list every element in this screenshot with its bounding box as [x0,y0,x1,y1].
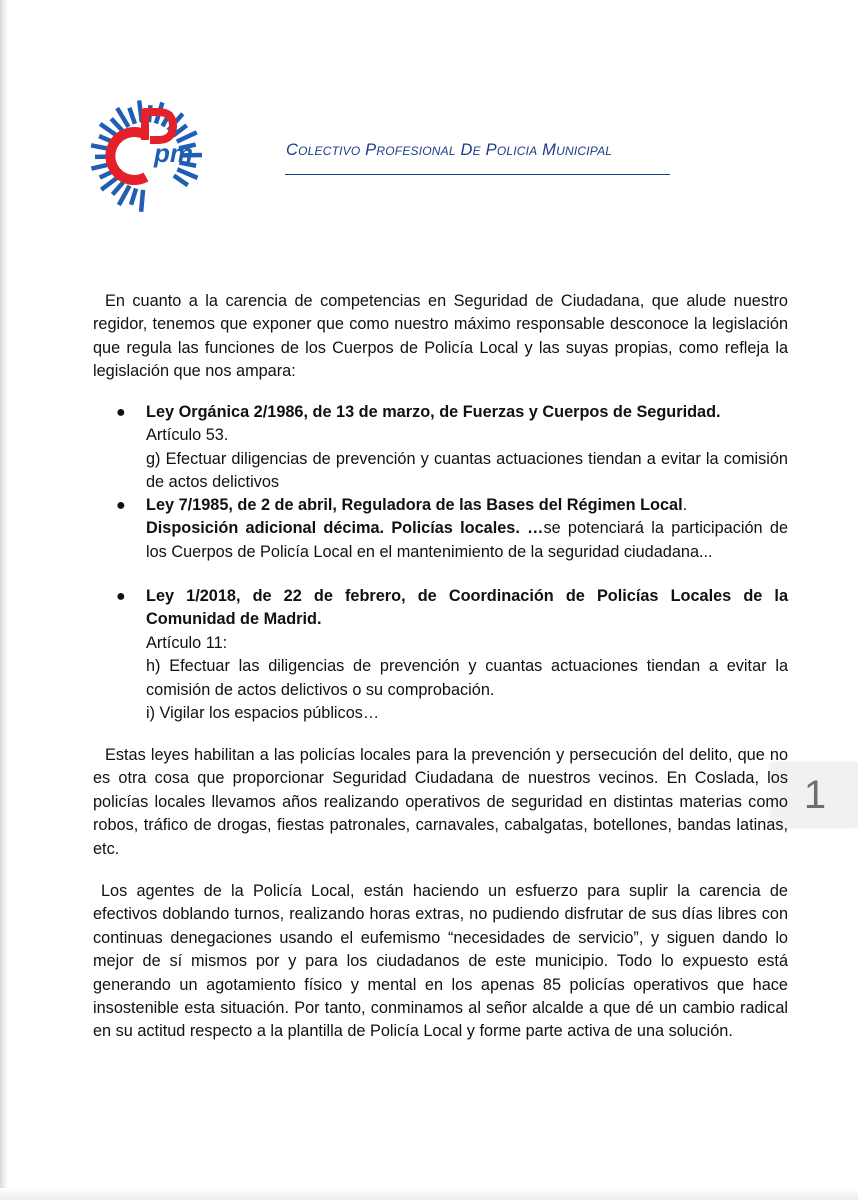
law-title-suffix: . [682,496,688,514]
law-item-1 [146,401,788,495]
logo-ray [111,119,123,131]
law-title: Ley 1/2018, de 22 de febrero, de Coordinación de Policías Locales de la Comunidad de Madrid. [146,587,788,629]
law-article: Artículo 11: [146,633,228,652]
law-item-3 [146,585,788,725]
logo-ray [131,189,136,205]
law-provision [146,517,788,564]
law-text-h: h) Efectuar las diligencias de prevención y cuantas actuaciones tiendan a evitar la comisión de actos delictivos o su comprobación. [146,657,788,699]
page-left-edge [0,0,8,1200]
provision-title: Disposición adicional décima. Policías locales. … [146,519,544,538]
logo-ray [129,108,135,124]
law-item-2 [146,494,788,564]
law-text-i: i) Vigilar los espacios públicos… [146,704,380,723]
header-rule [285,174,670,175]
organization-name [286,141,612,160]
org-name-text: Colectivo Profesional De Policia Municipal [286,141,613,159]
logo-ray [141,190,143,212]
paragraph-agents-effort: Los agentes de la Policía Local, están haciendo un esfuerzo para suplir la carencia de efectivos doblando turnos, realizando horas extras, no pudiendo disfrutar de sus días libres con continuas denegaciones usando el eufemismo “necesidades de servicio”, y siguen dando lo mejor de sí mismos por y para los ciudadanos de este municipio. Todo lo expuesto está generando un agotamiento físico y mental en los apenas 85 policías operativos que hace insostenible esta situación. Por tanto, conminamos al señor alcalde a que dé un cambio radical en su actitud respecto a la plantilla de Policía Local y forme parte activa de una solución. [93,882,788,1041]
law-title: Ley Orgánica 2/1986, de 13 de marzo, de Fuerzas y Cuerpos de Seguridad. [146,403,721,421]
logo-pm-text: pm [154,138,193,168]
logo-ray [174,176,188,186]
page-bottom-edge [0,1188,858,1200]
law-title-line [146,494,788,517]
page-number-badge: 1 [772,762,858,828]
logo-ray [177,169,197,178]
law-text: g) Efectuar diligencias de prevención y cuantas actuaciones tiendan a evitar la comisión de actos delictivos [146,449,788,492]
bullet-icon: ● [116,404,126,421]
logo-ray [113,182,124,195]
provision-text: se potenciará la participación de los Cuerpos de Policía Local en el mantenimiento de la seguridad ciudadana... [146,519,788,561]
bullet-icon: ● [116,588,126,605]
bullet-icon: ● [116,497,126,514]
cpm-logo [88,96,212,212]
law-title: Ley 7/1985, de 2 de abril, Reguladora de las Bases del Régimen Local [146,496,683,514]
law-article: Artículo 53. [146,426,229,445]
paragraph-laws-enable: Estas leyes habilitan a las policías locales para la prevención y persecución del delito, que no es otra cosa que proporcionar Seguridad Ciudadana de nuestros vecinos. En Coslada, los policías locales llevamos años realizando operativos de seguridad en distintas materias como robos, tráfico de drogas, fiestas patronales, carnavales, cabalgatas, botellones, bandas latinas, etc. [93,746,788,858]
intro-paragraph: En cuanto a la carencia de competencias en Seguridad de Ciudadana, que alude nuestro regidor, tenemos que exponer que como nuestro máximo responsable desconoce la legislación que regula las funciones de los Cuerpos de Policía Local y las suyas propias, como refleja la legislación que nos ampara: [93,292,788,381]
